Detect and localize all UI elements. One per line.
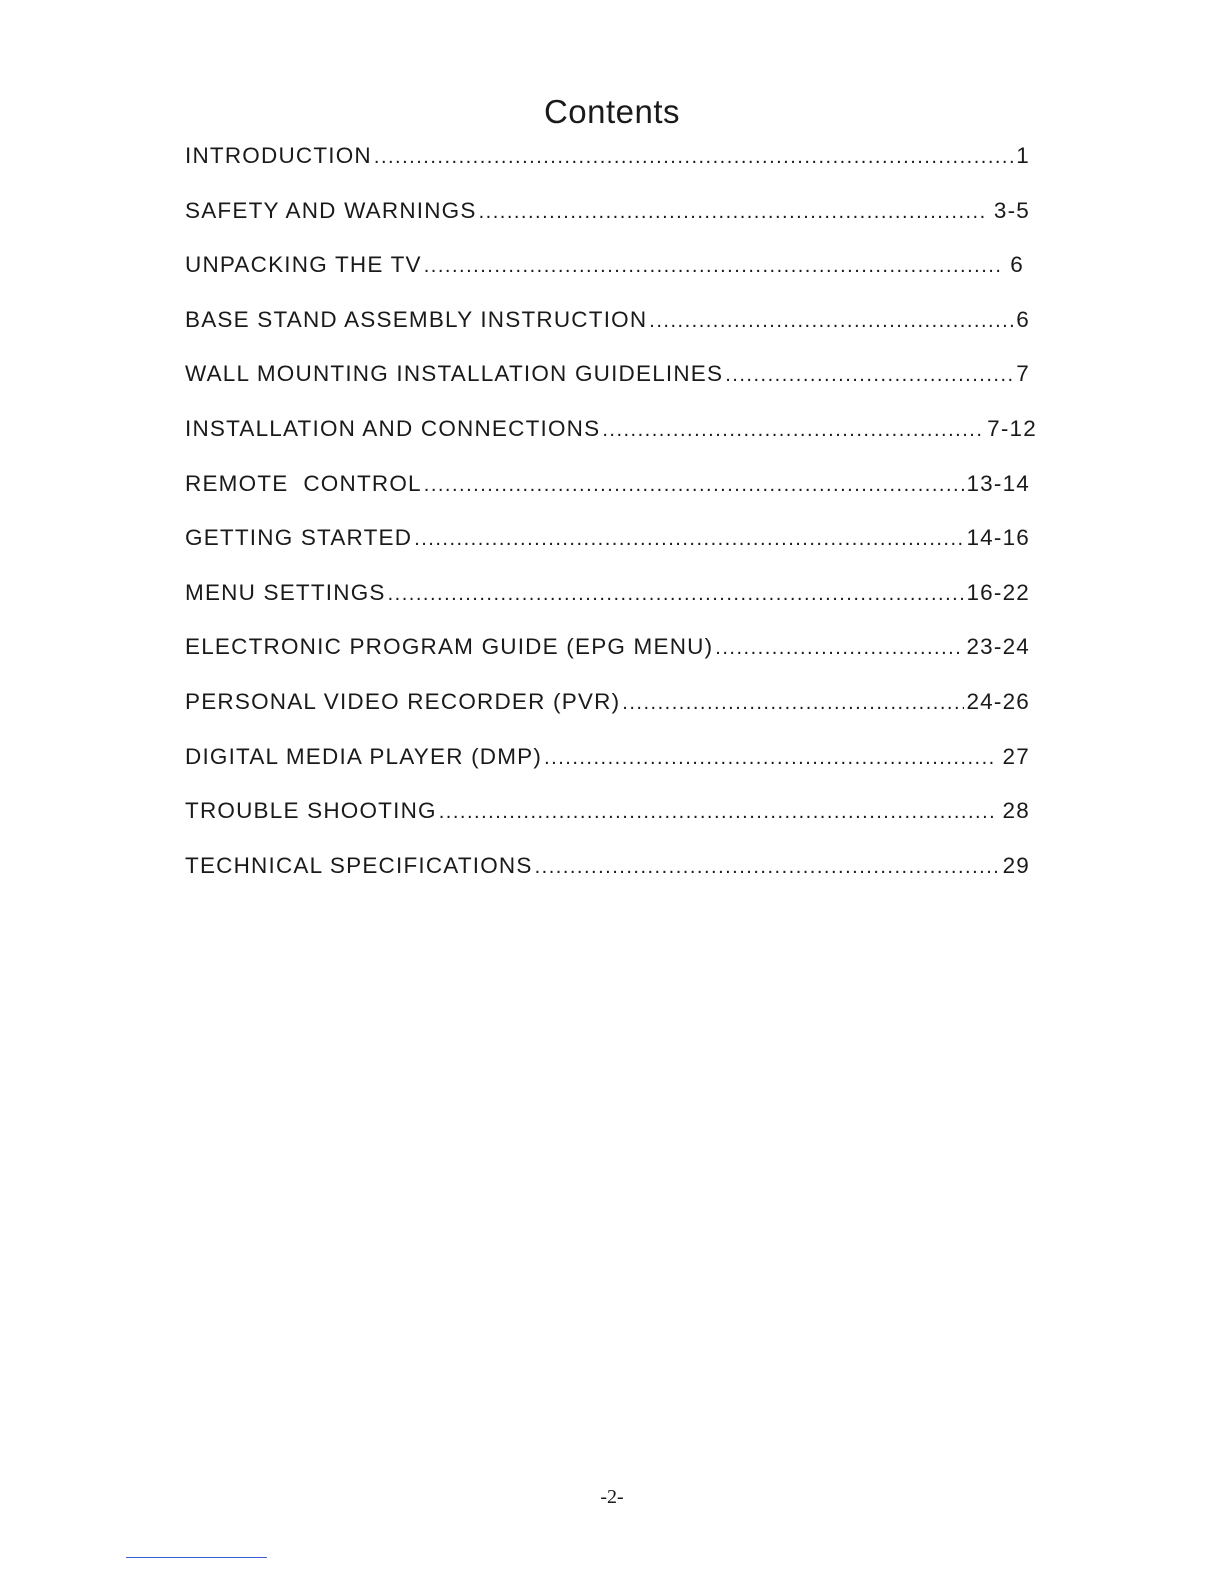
- toc-dot-leader: [479, 194, 985, 230]
- toc-entry: [185, 193, 1030, 248]
- page-title: Contents: [543, 93, 681, 130]
- toc-entry-page: 27: [995, 743, 1030, 769]
- toc-entry-page: 14-16: [966, 525, 1030, 551]
- toc-entry-page: 3-5: [986, 197, 1030, 223]
- toc-dot-leader: [715, 630, 964, 666]
- toc-dot-leader: [535, 849, 1001, 885]
- toc-dot-leader: [439, 794, 993, 830]
- toc-entry: [185, 356, 1030, 411]
- toc-entry-title: UNPACKING THE TV: [185, 252, 422, 278]
- toc-entry: [185, 466, 1030, 521]
- toc-dot-leader: [602, 412, 985, 448]
- toc-dot-leader: [388, 576, 965, 612]
- toc-entry: [185, 520, 1030, 575]
- toc-dot-leader: [622, 685, 964, 721]
- toc-entry-page: 13-14: [966, 470, 1030, 496]
- toc-entry-title: REMOTE CONTROL: [185, 470, 422, 496]
- toc-entry: [185, 848, 1030, 903]
- toc-dot-leader: [414, 521, 964, 557]
- toc-entry-page: 28: [995, 798, 1030, 824]
- toc-entry: [185, 684, 1030, 739]
- toc-dot-leader: [374, 139, 1014, 175]
- toc-entry: [185, 302, 1030, 357]
- toc-entry-title: WALL MOUNTING INSTALLATION GUIDELINES: [185, 361, 724, 387]
- toc-dot-leader: [424, 248, 1001, 284]
- toc-entry: [185, 629, 1030, 684]
- toc-entry-title: PERSONAL VIDEO RECORDER (PVR): [185, 688, 621, 714]
- footer-rule: [126, 1557, 267, 1558]
- toc-dot-leader: [424, 467, 965, 503]
- toc-dot-leader: [544, 740, 993, 776]
- toc-entry-page: 7: [1016, 361, 1030, 387]
- toc-entry-page: 24-26: [966, 688, 1030, 714]
- page-number: -2-: [600, 1486, 624, 1508]
- toc-entry-title: INSTALLATION AND CONNECTIONS: [185, 415, 601, 441]
- toc-entry-page: 1: [1016, 143, 1030, 168]
- toc-entry-title: GETTING STARTED: [185, 525, 413, 551]
- toc-entry-title: MENU SETTINGS: [185, 579, 386, 605]
- toc-entry-page: 7-12: [987, 415, 1037, 441]
- toc-entry-title: INTRODUCTION: [185, 143, 372, 168]
- toc-entry: [185, 138, 1030, 193]
- toc-dot-leader: [725, 357, 1014, 393]
- toc-entry: [185, 247, 1030, 302]
- toc-entry-title: DIGITAL MEDIA PLAYER (DMP): [185, 743, 543, 769]
- toc-dot-leader: [649, 303, 1014, 339]
- toc-entry-title: BASE STAND ASSEMBLY INSTRUCTION: [185, 306, 648, 332]
- toc-entry-title: SAFETY AND WARNINGS: [185, 197, 477, 223]
- table-of-contents: [185, 138, 1037, 902]
- toc-entry-page: 6: [1016, 306, 1030, 332]
- toc-entry-title: ELECTRONIC PROGRAM GUIDE (EPG MENU): [185, 634, 714, 660]
- toc-entry: [185, 575, 1030, 630]
- toc-entry: [185, 793, 1030, 848]
- toc-entry-title: TROUBLE SHOOTING: [185, 798, 437, 824]
- toc-entry-page: 29: [1002, 852, 1030, 878]
- toc-entry-page: 16-22: [966, 579, 1030, 605]
- toc-entry-title: TECHNICAL SPECIFICATIONS: [185, 852, 533, 878]
- toc-entry: [185, 739, 1030, 794]
- toc-entry: [185, 411, 1037, 466]
- toc-entry-page: 6: [1002, 252, 1024, 278]
- toc-entry-page: 23-24: [966, 634, 1030, 660]
